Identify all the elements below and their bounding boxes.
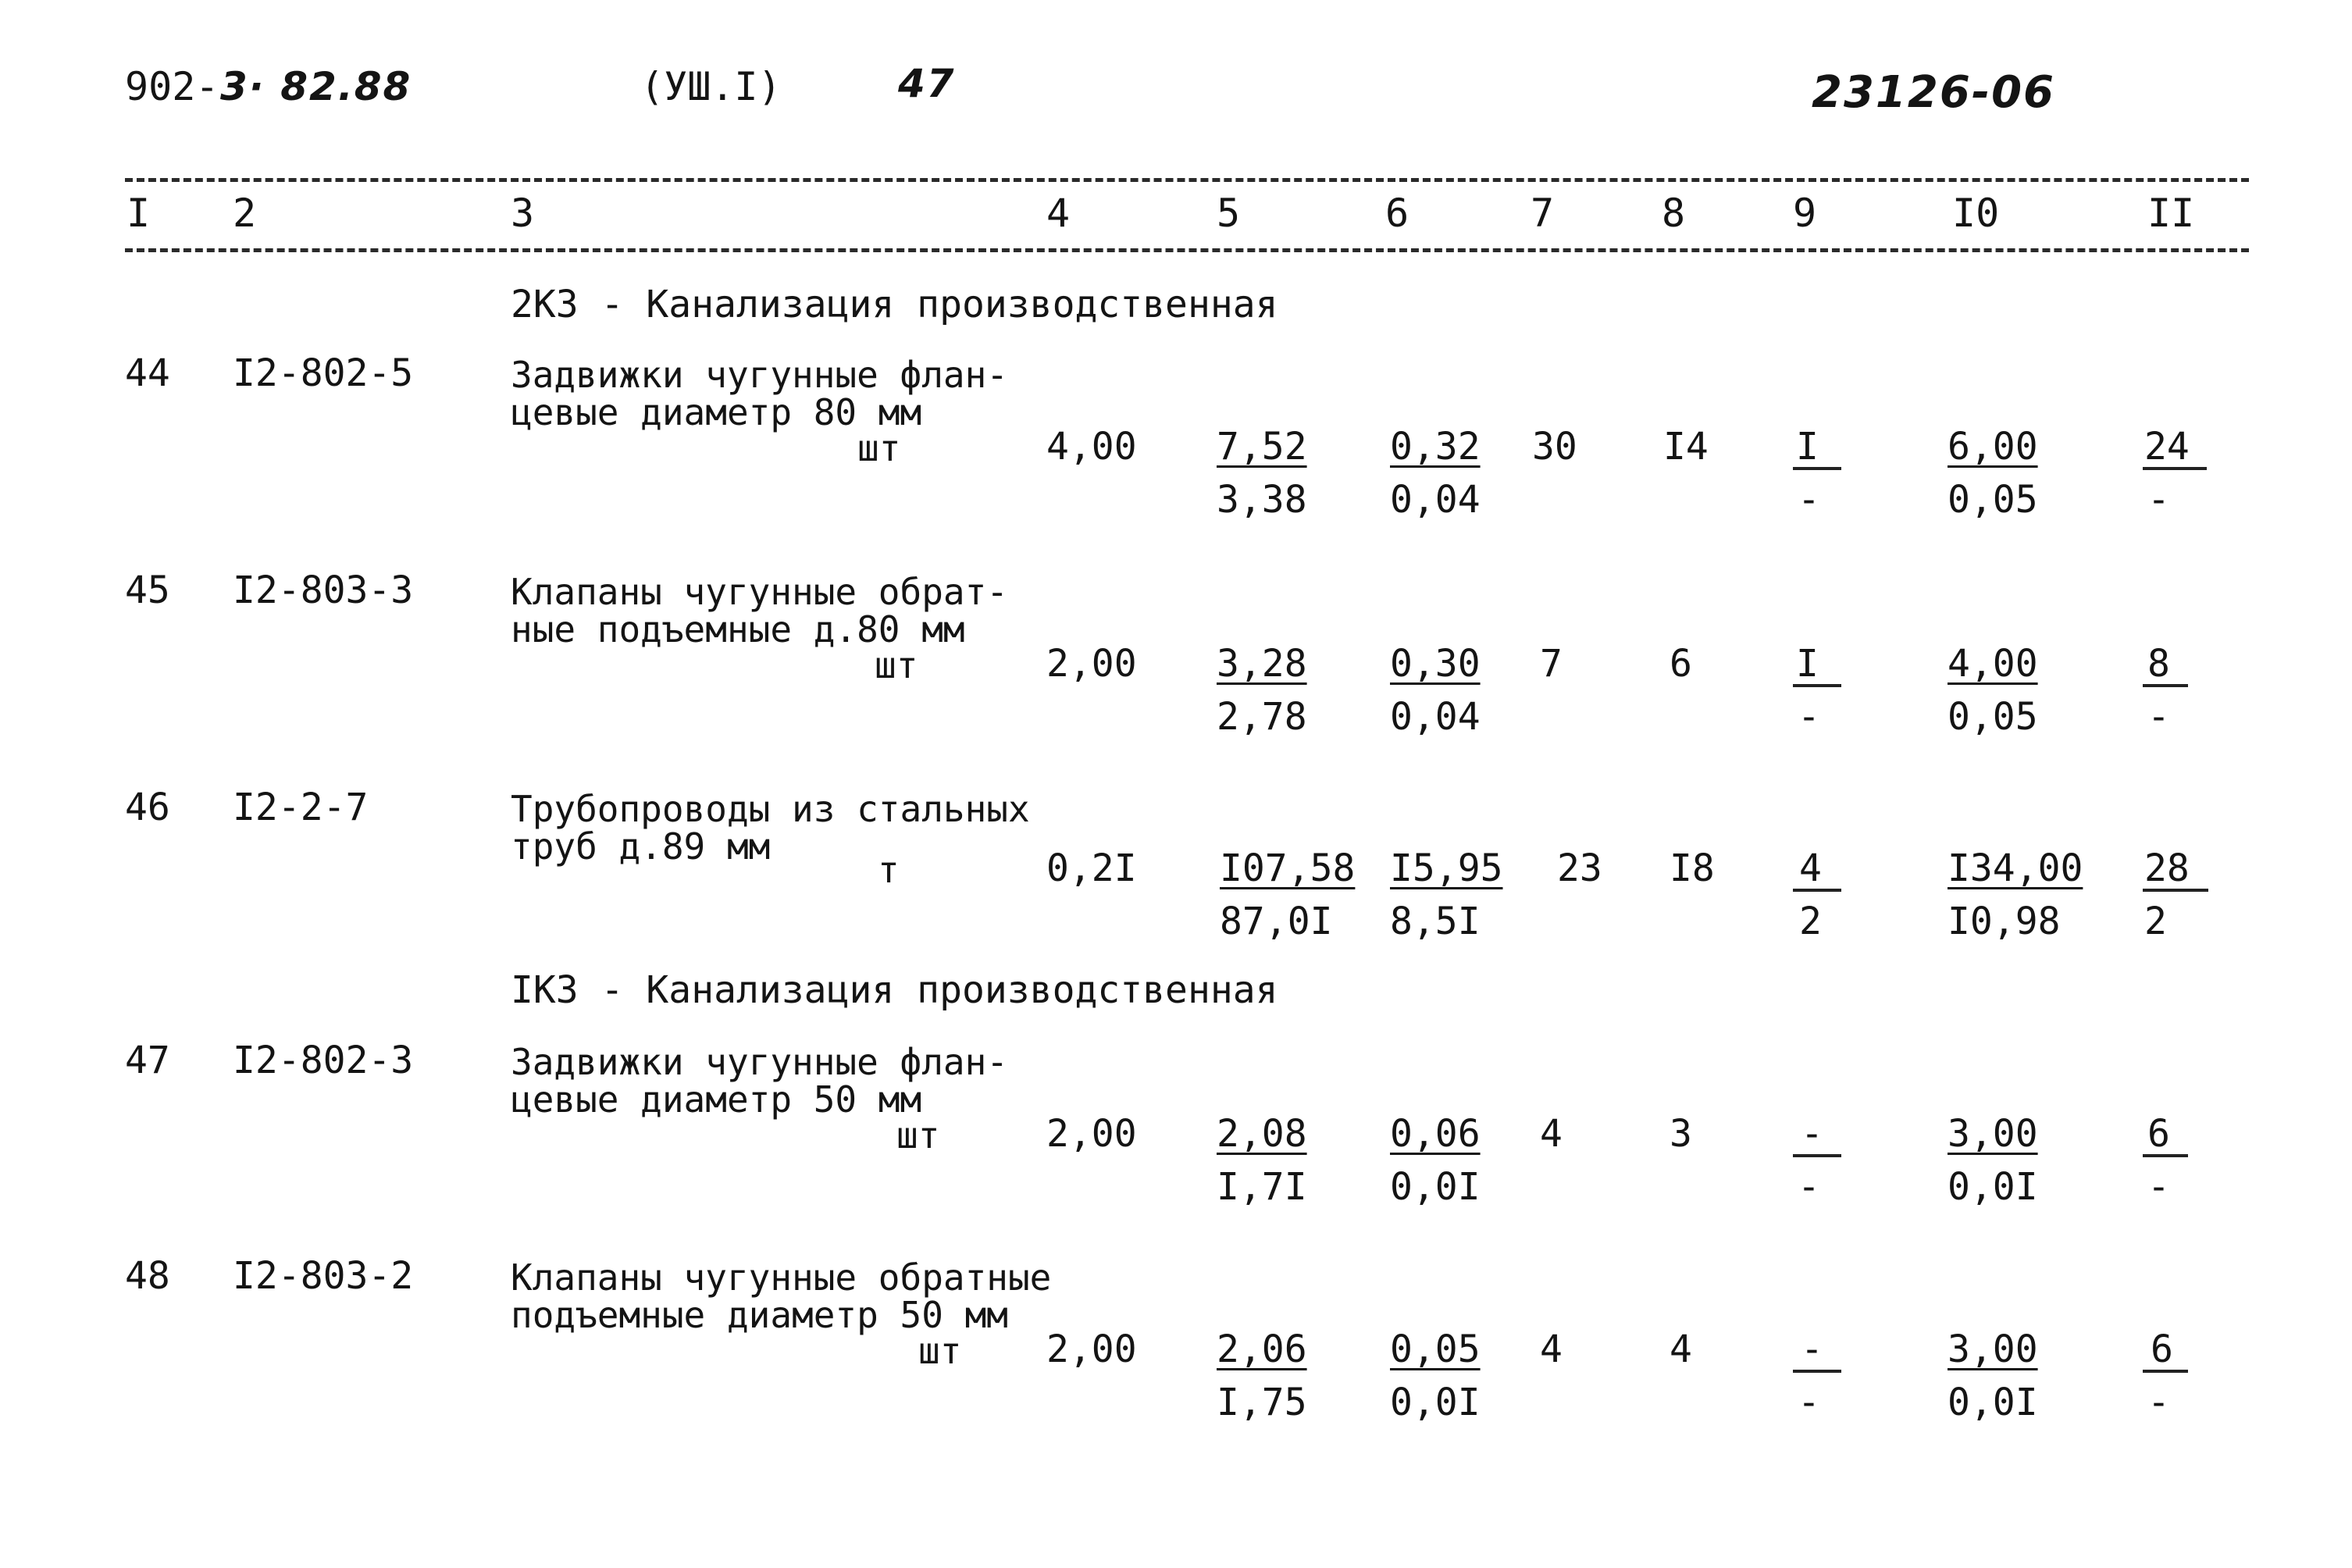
col11-bottom: - (2147, 478, 2170, 522)
column-header: 8 (1662, 191, 1686, 236)
col11-bottom: - (2147, 1165, 2170, 1209)
quantity: 2,00 (1046, 1112, 1137, 1156)
header-bottom-rule (125, 248, 2249, 252)
item-description-line2: подъемные диаметр 50 мм (511, 1294, 1008, 1336)
col7: 23 (1557, 846, 1602, 890)
col11-underline (2143, 889, 2208, 892)
col7: 30 (1532, 425, 1577, 469)
quantity: 2,00 (1046, 1327, 1137, 1371)
col7: 4 (1540, 1327, 1563, 1371)
col6-bottom: 0,04 (1390, 695, 1481, 739)
header-top-rule (125, 178, 2249, 182)
section-title: IК3 - Канализация производственная (511, 968, 1278, 1012)
col9-underline (1793, 1154, 1841, 1157)
col9-bottom: 2 (1799, 900, 1822, 943)
col9-underline (1793, 1370, 1841, 1373)
unit: шт (896, 1114, 940, 1156)
col8: I4 (1663, 425, 1709, 469)
col6-bottom: 0,0I (1390, 1381, 1481, 1424)
item-description-line1: Клапаны чугунные обратные (511, 1256, 1052, 1299)
col11-top: 6 (2151, 1327, 2173, 1371)
quantity: 2,00 (1046, 642, 1137, 686)
col6-bottom: 8,5I (1390, 900, 1481, 943)
col9-top: - (1801, 1327, 1823, 1371)
col6-top: I5,95 (1390, 846, 1503, 890)
col9-underline (1793, 889, 1841, 892)
item-description-line2: труб д.89 мм (511, 825, 771, 868)
rate-code: I2-2-7 (233, 786, 369, 829)
unit: шт (918, 1330, 962, 1372)
col8: 4 (1670, 1327, 1692, 1371)
item-description-line1: Задвижки чугунные флан- (511, 1041, 1008, 1083)
col10-bottom: 0,05 (1948, 695, 2038, 739)
col5-bottom: 3,38 (1217, 478, 1307, 522)
col5-top: I07,58 (1220, 846, 1356, 890)
col5-top: 3,28 (1217, 642, 1307, 686)
col9-bottom: - (1798, 478, 1820, 522)
col6-top: 0,30 (1390, 642, 1481, 686)
archive-number: 23126-06 (1812, 67, 2055, 118)
column-header: 6 (1385, 191, 1409, 236)
doc-code-prefix: 902- (125, 64, 219, 109)
col11-underline (2143, 1370, 2188, 1373)
col6-top: 0,05 (1390, 1327, 1481, 1371)
column-header: I (127, 191, 151, 236)
col6-bottom: 0,0I (1390, 1165, 1481, 1209)
column-header: 5 (1217, 191, 1241, 236)
section-reference: (УШ.I) (640, 64, 782, 109)
col9-top: I (1796, 425, 1819, 469)
column-header: 4 (1046, 191, 1071, 236)
row-number: 45 (125, 568, 170, 612)
item-description-line2: цевые диаметр 80 мм (511, 391, 922, 433)
col9-bottom: - (1798, 695, 1820, 739)
col8: 3 (1670, 1112, 1692, 1156)
col5-top: 2,06 (1217, 1327, 1307, 1371)
col9-bottom: - (1798, 1165, 1820, 1209)
col5-top: 7,52 (1217, 425, 1307, 469)
col5-bottom: 2,78 (1217, 695, 1307, 739)
col11-top: 28 (2144, 846, 2190, 890)
column-header: 2 (233, 191, 257, 236)
quantity: 0,2I (1046, 846, 1137, 890)
column-header: II (2147, 191, 2195, 236)
row-number: 47 (125, 1039, 170, 1082)
col11-underline (2143, 1154, 2188, 1157)
row-number: 48 (125, 1254, 170, 1298)
section-title: 2К3 - Канализация производственная (511, 283, 1278, 326)
col11-underline (2143, 684, 2188, 687)
col9-top: - (1801, 1112, 1823, 1156)
quantity: 4,00 (1046, 425, 1137, 469)
col11-underline (2143, 467, 2207, 470)
col11-top: 8 (2147, 642, 2170, 686)
item-description-line1: Трубопроводы из стальных (511, 788, 1030, 830)
col7: 4 (1540, 1112, 1563, 1156)
col9-underline (1793, 467, 1841, 470)
rate-code: I2-802-5 (233, 351, 414, 395)
col9-underline (1793, 684, 1841, 687)
unit: шт (875, 644, 918, 686)
col10-bottom: 0,05 (1948, 478, 2038, 522)
col10-top: 3,00 (1948, 1327, 2038, 1371)
col10-top: 6,00 (1948, 425, 2038, 469)
col10-bottom: I0,98 (1948, 900, 2061, 943)
col10-bottom: 0,0I (1948, 1381, 2038, 1424)
item-description-line1: Задвижки чугунные флан- (511, 354, 1008, 396)
col11-bottom: 2 (2144, 900, 2167, 943)
col5-top: 2,08 (1217, 1112, 1307, 1156)
row-number: 46 (125, 786, 170, 829)
column-header: 7 (1531, 191, 1555, 236)
rate-code: I2-802-3 (233, 1039, 414, 1082)
column-header: I0 (1952, 191, 2000, 236)
col8: I8 (1670, 846, 1715, 890)
col9-bottom: - (1798, 1381, 1820, 1424)
col5-bottom: I,75 (1217, 1381, 1307, 1424)
page-number: 47 (898, 61, 956, 106)
col11-top: 6 (2147, 1112, 2170, 1156)
col6-top: 0,32 (1390, 425, 1481, 469)
rate-code: I2-803-2 (233, 1254, 414, 1298)
unit: т (878, 849, 900, 891)
row-number: 44 (125, 351, 170, 395)
col9-top: 4 (1799, 846, 1822, 890)
item-description-line1: Клапаны чугунные обрат- (511, 571, 1008, 613)
column-header: 9 (1793, 191, 1817, 236)
col5-bottom: I,7I (1217, 1165, 1307, 1209)
col10-top: I34,00 (1948, 846, 2083, 890)
column-header: 3 (511, 191, 535, 236)
col10-top: 3,00 (1948, 1112, 2038, 1156)
col6-bottom: 0,04 (1390, 478, 1481, 522)
col11-bottom: - (2147, 1381, 2170, 1424)
col7: 7 (1540, 642, 1563, 686)
col10-bottom: 0,0I (1948, 1165, 2038, 1209)
col6-top: 0,06 (1390, 1112, 1481, 1156)
col9-top: I (1796, 642, 1819, 686)
item-description-line2: цевые диаметр 50 мм (511, 1078, 922, 1121)
rate-code: I2-803-3 (233, 568, 414, 612)
col10-top: 4,00 (1948, 642, 2038, 686)
unit: шт (857, 427, 901, 469)
item-description-line2: ные подъемные д.80 мм (511, 608, 965, 650)
col5-bottom: 87,0I (1220, 900, 1333, 943)
col11-top: 24 (2144, 425, 2190, 469)
col8: 6 (1670, 642, 1692, 686)
doc-code-handwritten: 3· 82.88 (220, 64, 412, 109)
col11-bottom: - (2147, 695, 2170, 739)
